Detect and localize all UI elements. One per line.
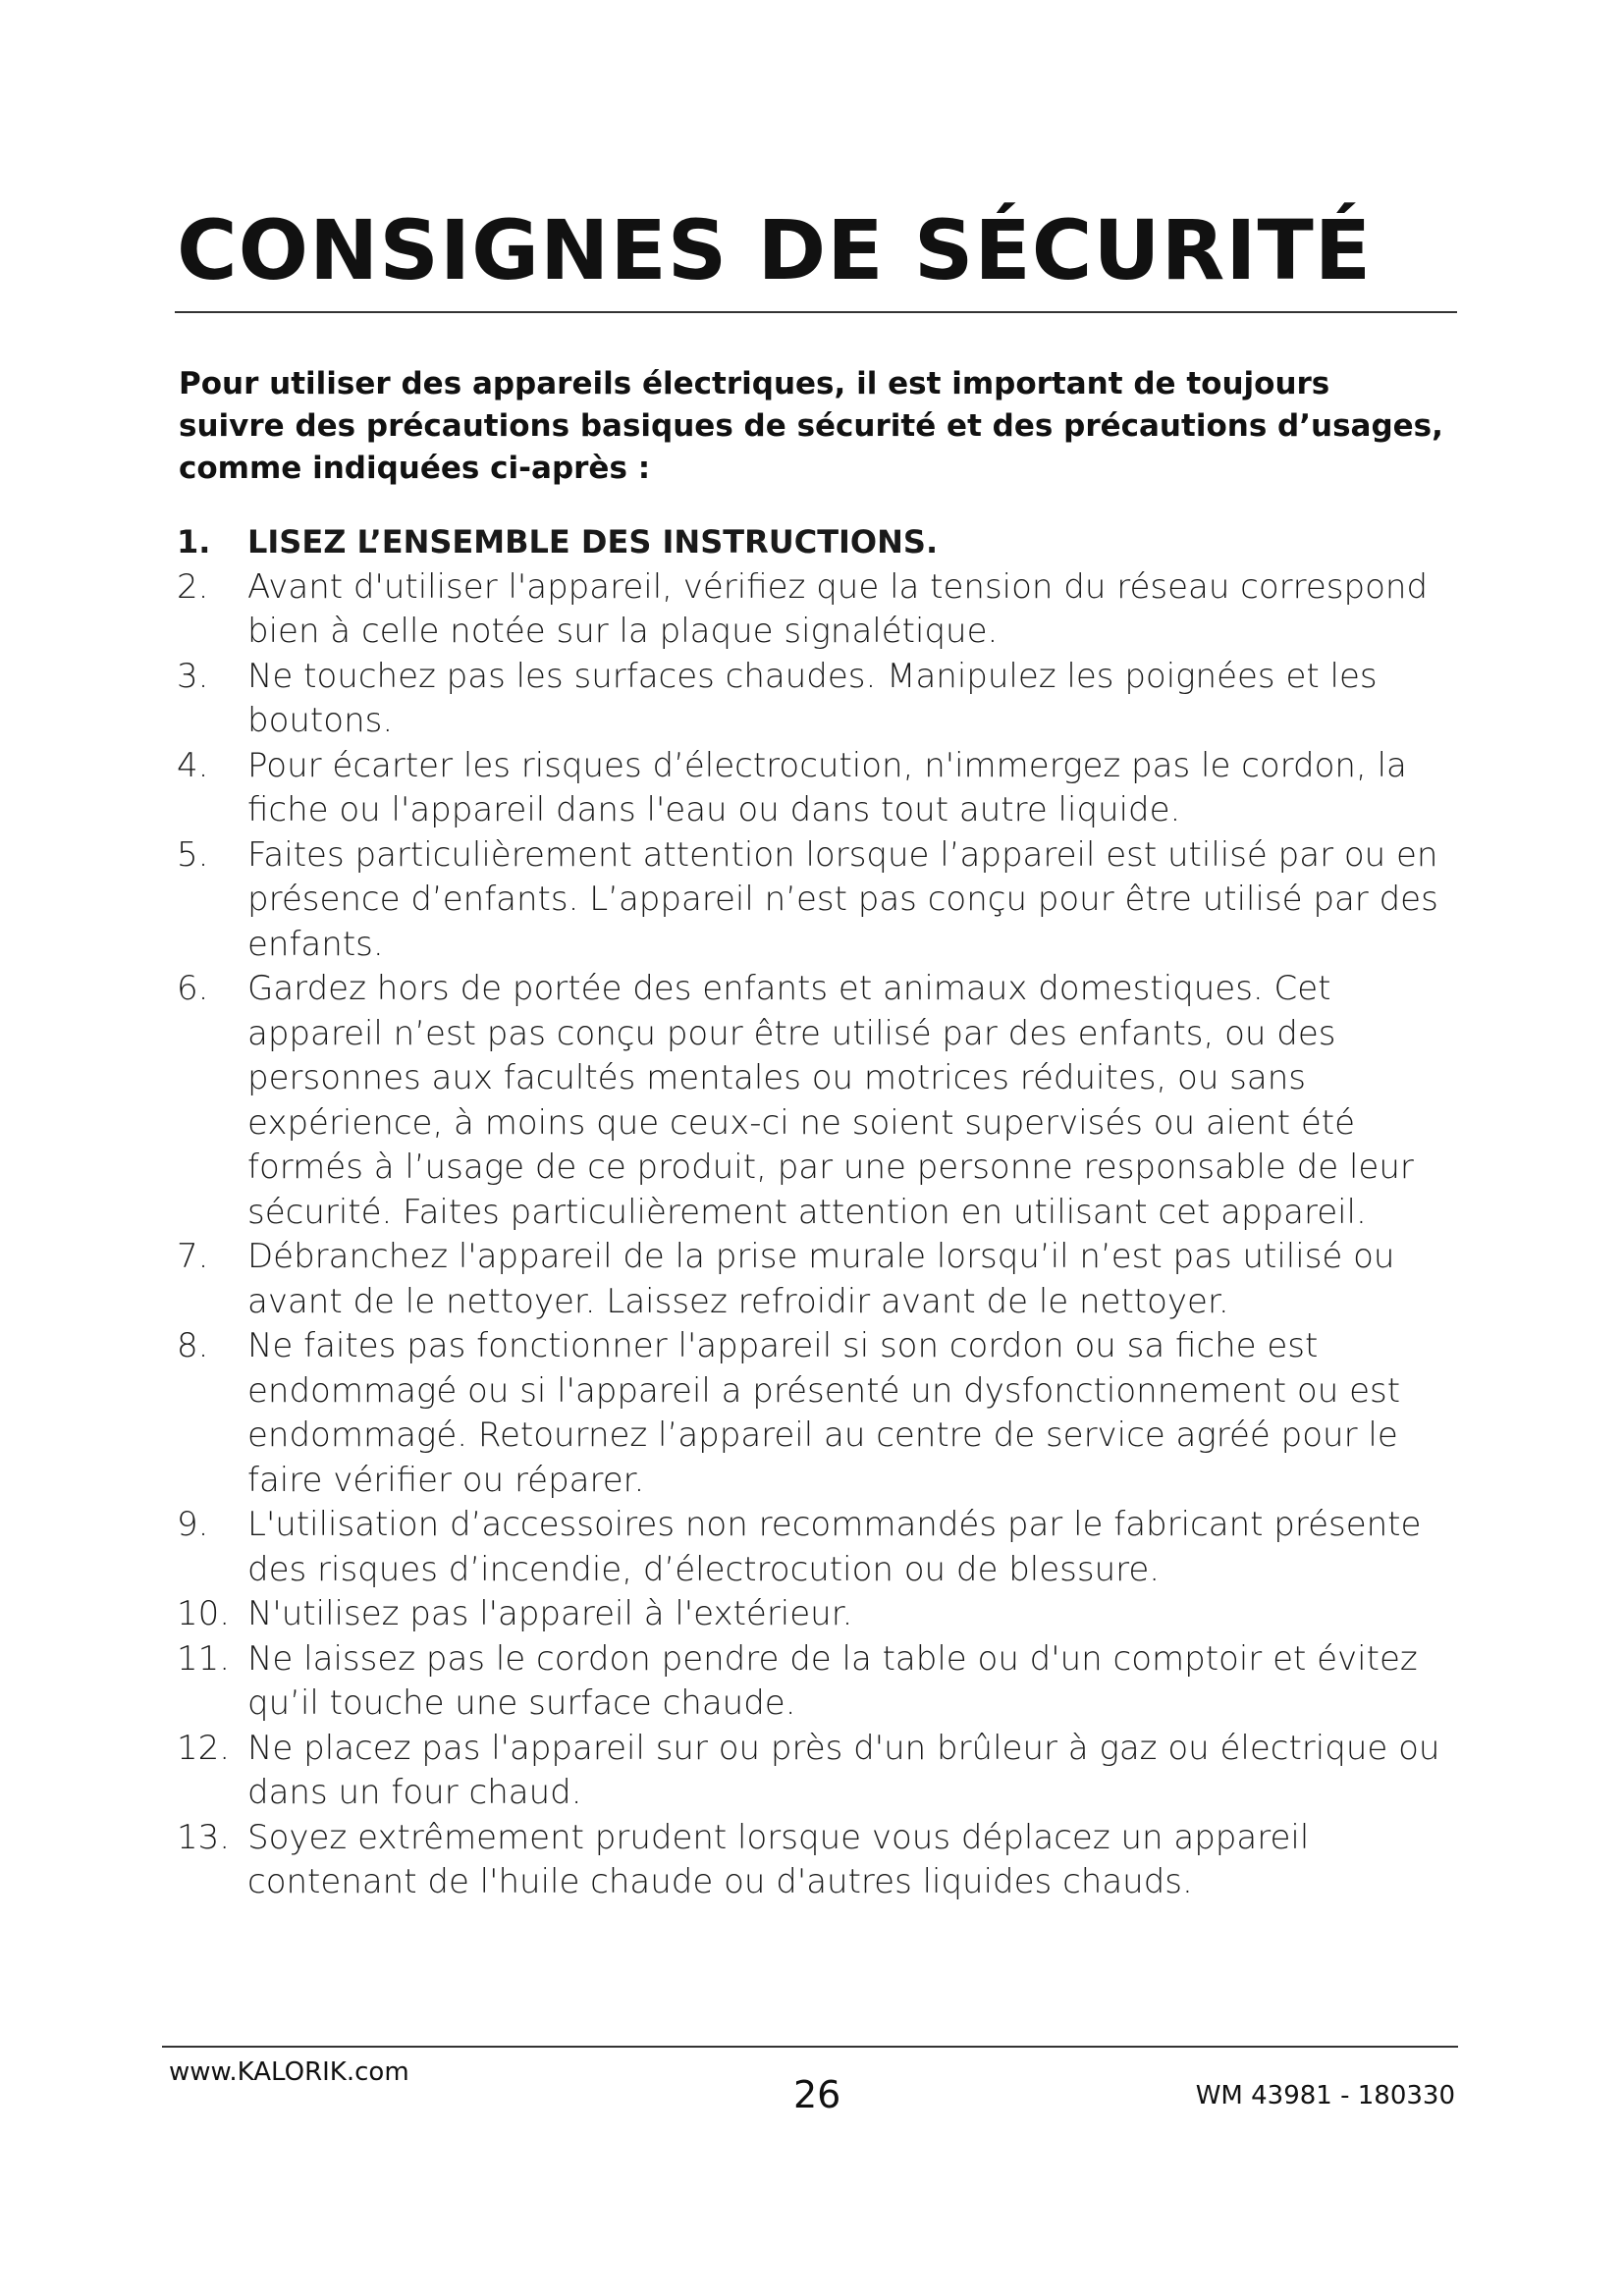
- page-number: 26: [793, 2073, 841, 2116]
- instruction-number: 10.: [177, 1594, 231, 1633]
- instruction-number: 6.: [177, 969, 209, 1008]
- instruction-item: [177, 1592, 1457, 1637]
- instruction-text: N'utilisez pas l'appareil à l'extérieur.: [247, 1594, 853, 1633]
- instruction-item: [177, 565, 1457, 655]
- instruction-number: 2.: [177, 566, 209, 607]
- footer-divider: [162, 2046, 1458, 2048]
- instruction-item: [177, 744, 1457, 833]
- instruction-item: [177, 520, 1457, 565]
- instruction-item: [177, 1324, 1457, 1503]
- instruction-text: Ne faites pas fonctionner l'appareil si son cordon ou sa fiche est endommagé ou si l'appareil a présenté un dysfonctionnement ou est endommagé. Retournez l’appareil au centre de service agréé pour le faire vérifier ou réparer.: [247, 1326, 1401, 1500]
- instruction-text: Ne touchez pas les surfaces chaudes. Manipulez les poignées et les boutons.: [247, 656, 1378, 740]
- page-title: CONSIGNES DE SÉCURITÉ: [177, 202, 1373, 298]
- instruction-item: [177, 833, 1457, 968]
- instruction-item: [177, 1637, 1457, 1727]
- instruction-item: [177, 1235, 1457, 1324]
- instruction-number: 4.: [177, 745, 209, 785]
- instruction-text: Gardez hors de portée des enfants et animaux domestiques. Cet appareil n’est pas conçu pour être utilisé par des enfants, ou des personnes aux facultés mentales ou motrices réduites, ou sans expérience, à moins que ceux-ci ne soient supervisés ou aient été formés à l’usage de ce produit, par une personne responsable de leur sécurité. Faites particulièrement attention en utilisant cet appareil.: [247, 969, 1414, 1232]
- instruction-text: Avant d'utiliser l'appareil, vérifiez que la tension du réseau correspond bien à celle notée sur la plaque signalétique.: [247, 566, 1429, 651]
- instruction-item: [177, 1727, 1457, 1816]
- instruction-number: 13.: [177, 1817, 231, 1857]
- instruction-text: L'utilisation d’accessoires non recommandés par le fabricant présente des risques d’incendie, d’électrocution ou de blessure.: [247, 1505, 1422, 1589]
- instruction-number: 8.: [177, 1326, 209, 1365]
- instruction-number: 11.: [177, 1638, 231, 1679]
- instruction-item: [177, 1816, 1457, 1905]
- instruction-number: 1.: [177, 523, 211, 561]
- instruction-number: 5.: [177, 834, 209, 875]
- instruction-text: Soyez extrêmement prudent lorsque vous déplacez un appareil contenant de l'huile chaude ou d'autres liquides chauds.: [247, 1817, 1310, 1901]
- instruction-text: Ne laissez pas le cordon pendre de la table ou d'un comptoir et évitez qu’il touche une surface chaude.: [247, 1638, 1418, 1723]
- instruction-number: 3.: [177, 656, 209, 696]
- instruction-text: Faites particulièrement attention lorsque l’appareil est utilisé par ou en présence d’enfants. L’appareil n’est pas conçu pour être utilisé par des enfants.: [247, 834, 1438, 964]
- instruction-item: [177, 655, 1457, 744]
- instruction-text: Pour écarter les risques d’électrocution, n'immergez pas le cordon, la fiche ou l'appareil dans l'eau ou dans tout autre liquide.: [247, 745, 1407, 829]
- instruction-item: [177, 1503, 1457, 1592]
- instruction-item: [177, 967, 1457, 1235]
- instruction-number: 12.: [177, 1728, 231, 1768]
- title-divider: [175, 311, 1457, 313]
- instruction-text: Débranchez l'appareil de la prise murale lorsqu’il n’est pas utilisé ou avant de le nettoyer. Laissez refroidir avant de le nettoyer.: [247, 1237, 1395, 1321]
- intro-paragraph: Pour utiliser des appareils électriques, il est important de toujours suivre des précautions basiques de sécurité et des précautions d’usages, comme indiquées ci-après :: [179, 366, 1443, 486]
- model-reference: WM 43981 - 180330: [1195, 2081, 1455, 2110]
- footer-website: www.KALORIK.com: [169, 2057, 409, 2087]
- instruction-text: LISEZ L’ENSEMBLE DES INSTRUCTIONS.: [247, 523, 939, 561]
- instruction-text: Ne placez pas l'appareil sur ou près d'un brûleur à gaz ou électrique ou dans un four chaud.: [247, 1728, 1440, 1812]
- instruction-number: 7.: [177, 1237, 209, 1276]
- safety-instructions-list: [177, 520, 1457, 1905]
- instruction-number: 9.: [177, 1505, 209, 1544]
